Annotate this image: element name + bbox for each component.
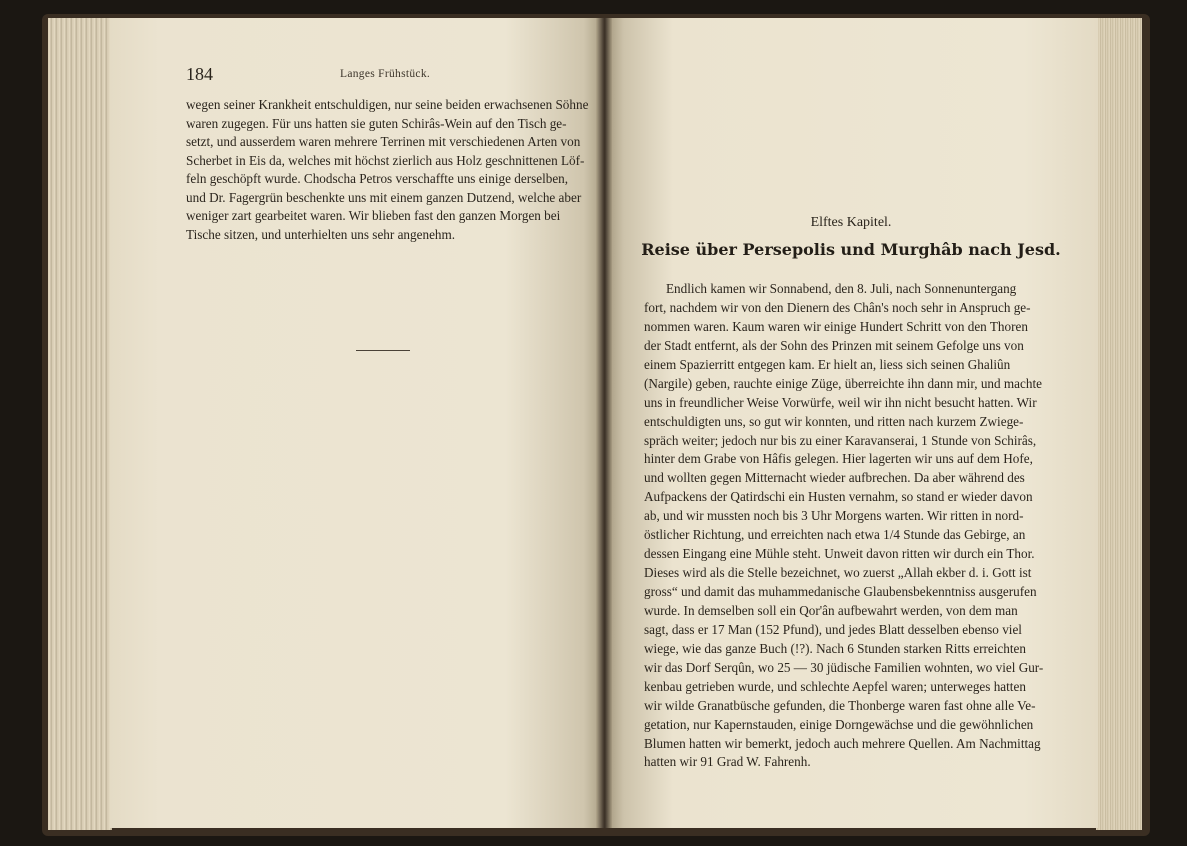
text-line: dessen Eingang eine Mühle steht. Unweit davon ritten wir durch ein Thor. [644,546,1035,562]
text-line: nommen waren. Kaum waren wir einige Hundert Schritt von den Thoren [644,318,1028,334]
left-page-body [186,96,589,244]
text-line: wir wilde Granatbüsche gefunden, die Thonberge waren fast ohne alle Ve- [644,697,1036,713]
text-line: wurde. In demselben soll ein Qor'ân aufbewahrt werden, von dem man [644,602,1018,618]
running-head-title: Langes Frühstück. [340,68,431,80]
left-page [110,18,604,828]
text-line: sagt, dass er 17 Man (152 Pfund), und jedes Blatt desselben ebenso viel [644,621,1022,637]
right-page [604,18,1098,828]
text-line: fort, nachdem wir von den Dienern des Chân's noch sehr in Anspruch ge- [644,299,1031,315]
text-line: und Dr. Fagergrün beschenkte uns mit einem ganzen Dutzend, welche aber [186,189,582,205]
running-head [186,64,586,88]
text-line: Endlich kamen wir Sonnabend, den 8. Juli, nach Sonnenuntergang [666,281,1017,296]
text-line: Scherbet in Eis da, welches mit höchst zierlich aus Holz geschnittenen Löf- [186,152,585,168]
text-line: hinter dem Grabe von Hâfis gelegen. Hier lagerten wir uns auf dem Hofe, [644,451,1033,467]
text-line: feln geschöpft wurde. Chodscha Petros verschaffte uns einige derselben, [186,171,569,186]
text-line: der Stadt entfernt, als der Sohn des Prinzen mit seinem Gefolge uns von [644,337,1024,353]
page-edges-right [1096,18,1142,830]
right-page-body [644,280,1068,772]
text-line: Aufpackens der Qatirdschi ein Husten vernahm, so stand er wieder davon [644,489,1033,505]
text-line: uns in freundlicher Weise Vorwürfe, weil wir ihn nicht besucht hatten. Wir [644,394,1037,410]
text-line: gross“ und damit das muhammedanische Glaubensbekenntniss ausgerufen [644,584,1037,599]
book-gutter [596,18,612,828]
text-line: (Nargile) geben, rauchte einige Züge, überreichte ihn dann mir, und machte [644,375,1042,391]
text-line: waren zugegen. Für uns hatten sie guten Schirâs-Wein auf den Tisch ge- [186,115,567,131]
text-line: ab, und wir mussten noch bis 3 Uhr Morgens warten. Wir ritten in nord- [644,508,1024,524]
text-line: Blumen hatten wir bemerkt, jedoch auch mehrere Quellen. Am Nachmittag [644,735,1041,751]
text-line: wir das Dorf Serqûn, wo 25 — 30 jüdische Familien wohnten, wo viel Gur- [644,659,1044,675]
text-line: einem Spazierritt entgegen kam. Er hielt an, liess sich seinen Ghaliûn [644,356,1011,372]
text-line: weniger zart gearbeitet waren. Wir blieben fast den ganzen Morgen bei [186,208,561,223]
text-line: wegen seiner Krankheit entschuldigen, nur seine beiden erwachsenen Söhne [186,97,589,112]
page-number: 184 [186,64,213,84]
text-line: Dieses wird als die Stelle bezeichnet, wo zuerst „Allah ekber d. i. Gott ist [644,565,1032,581]
text-line: entschuldigten uns, so gut wir konnten, und ritten nach kurzem Zwiege- [644,413,1024,429]
text-line: wiege, wie das ganze Buch (!?). Nach 6 Stunden starken Ritts erreichten [644,640,1026,656]
section-divider [356,350,410,351]
text-line: getation, nur Kapernstauden, einige Dorngewächse und die gewöhnlichen [644,716,1034,732]
text-line: spräch weiter; jedoch nur bis zu einer Karavanserai, 1 Stunde von Schirâs, [644,432,1037,448]
text-line: hatten wir 91 Grad W. Fahrenh. [644,754,811,770]
text-line: Tische sitzen, und unterhielten uns sehr angenehm. [186,226,456,242]
text-line: und wollten gegen Mitternacht wieder aufbrechen. Da aber während des [644,470,1025,486]
chapter-title: Reise über Persepolis und Murghâb nach Jesd. [641,240,1061,259]
page-edges-left [48,18,112,830]
chapter-label: Elftes Kapitel. [810,215,892,230]
text-line: östlicher Richtung, und erreichten nach etwa 1/4 Stunde das Gebirge, an [644,527,1026,543]
text-line: kenbau getrieben wurde, und schlechte Aepfel waren; unterweges hatten [644,678,1026,694]
text-line: setzt, und ausserdem waren mehrere Terrinen mit verschiedenen Arten von [186,134,581,149]
